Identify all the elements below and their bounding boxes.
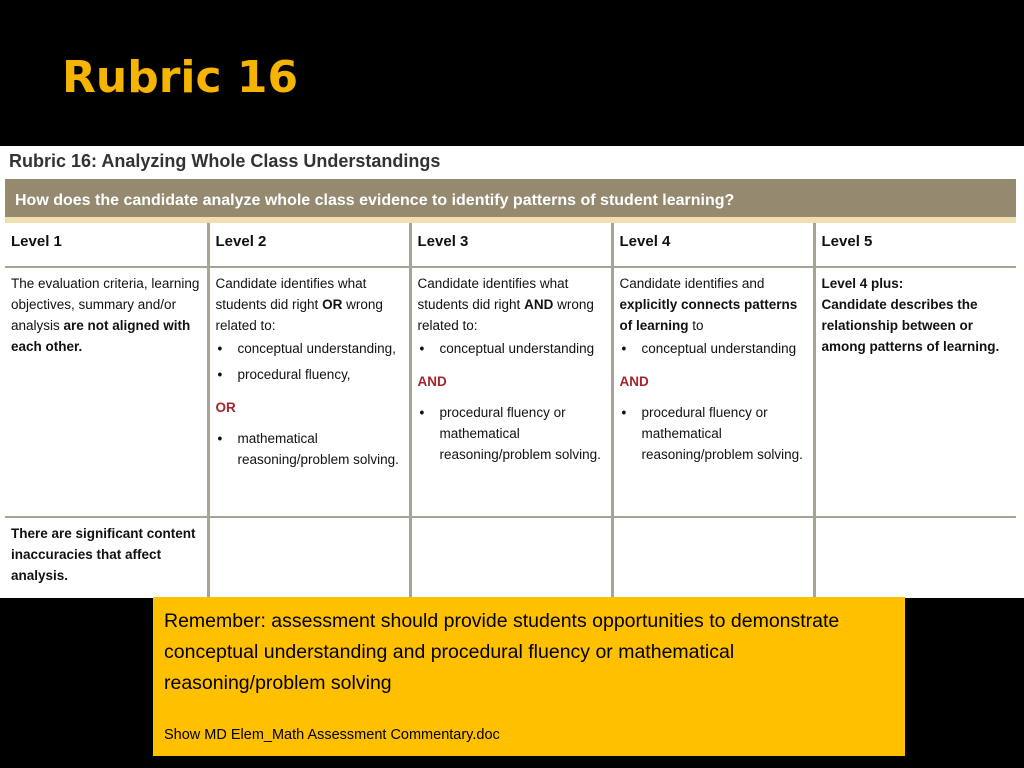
list-item: • conceptual understanding, — [238, 338, 403, 359]
level-1-text: The evaluation criteria, learning objectives, summary and/or analysis — [11, 276, 200, 333]
inaccuracies-level-1-cell: There are significant content inaccuracies that affect analysis. — [5, 517, 208, 598]
reminder-text: Remember: assessment should provide students opportunities to demonstrate conceptual understanding and procedural fluency or mathematical reasoning/problem solving — [164, 610, 840, 694]
level-2-header: Level 2 — [208, 223, 410, 267]
rubric-title: Rubric 16: Analyzing Whole Class Understandings — [9, 151, 441, 171]
level-3-intro-bold: AND — [524, 297, 554, 312]
level-4-intro — [620, 273, 807, 336]
level-2-cell — [208, 267, 410, 517]
level-4-bullets — [620, 338, 807, 359]
list-item: • procedural fluency or mathematical reasoning/problem solving. — [440, 402, 605, 465]
level-2-intro-bold: OR — [322, 297, 343, 312]
list-item: • procedural fluency or mathematical reasoning/problem solving. — [642, 402, 807, 465]
level-1-header: Level 1 — [5, 223, 208, 267]
level-3-cell — [410, 267, 612, 517]
level-3-bullets — [418, 338, 605, 359]
level-4-bullets-after — [620, 402, 807, 465]
level-2-intro — [216, 273, 403, 336]
level-3-intro — [418, 273, 605, 336]
inaccuracies-level-5-cell — [814, 517, 1016, 598]
criteria-row — [5, 267, 1016, 517]
level-2-bullets — [216, 338, 403, 385]
guiding-question: How does the candidate analyze whole class evidence to identify patterns of student learning? — [15, 192, 735, 209]
slide-title: Rubric 16 — [62, 52, 299, 103]
question-bar — [5, 179, 1016, 223]
level-4-intro-text: Candidate identifies and — [619, 276, 765, 291]
inaccuracies-level-2-cell — [208, 517, 410, 598]
level-3-intro-text: Candidate identifies what students did right — [417, 276, 569, 312]
level-1-cell — [5, 267, 208, 517]
level-1-bold-text: are not aligned with each other. — [11, 318, 191, 354]
inaccuracies-row — [5, 517, 1016, 598]
rubric-document — [0, 146, 1024, 598]
rubric-table — [5, 223, 1016, 598]
list-item: • conceptual understanding — [440, 338, 605, 359]
level-3-bullets-after — [418, 402, 605, 465]
inaccuracies-level-3-cell — [410, 517, 612, 598]
level-3-header: Level 3 — [410, 223, 612, 267]
level-5-text: Candidate describes the relationship between or among patterns of learning. — [821, 297, 1000, 354]
level-header-row — [5, 223, 1016, 267]
level-5-heading: Level 4 plus: — [821, 276, 904, 291]
level-5-cell — [814, 267, 1016, 517]
level-2-connector: OR — [215, 400, 236, 415]
level-3-intro-tail: wrong related to: — [417, 297, 594, 333]
level-4-cell — [612, 267, 814, 517]
list-item: • procedural fluency, — [238, 364, 403, 385]
level-2-intro-text: Candidate identifies what students did right — [215, 276, 367, 312]
list-item: • mathematical reasoning/problem solving. — [238, 428, 403, 470]
level-4-intro-tail: to — [688, 318, 704, 333]
level-2-bullets-after — [216, 428, 403, 470]
level-4-intro-bold: explicitly connects patterns of learning — [619, 297, 798, 333]
level-4-header: Level 4 — [612, 223, 814, 267]
inaccuracies-level-4-cell — [612, 517, 814, 598]
list-item: • conceptual understanding — [642, 338, 807, 359]
level-3-connector: AND — [417, 374, 447, 389]
commentary-link[interactable]: Show MD Elem_Math Assessment Commentary.doc — [164, 727, 500, 743]
level-2-intro-tail: wrong related to: — [215, 297, 383, 333]
reminder-callout — [153, 597, 905, 756]
level-4-connector: AND — [619, 374, 649, 389]
level-5-header: Level 5 — [814, 223, 1016, 267]
